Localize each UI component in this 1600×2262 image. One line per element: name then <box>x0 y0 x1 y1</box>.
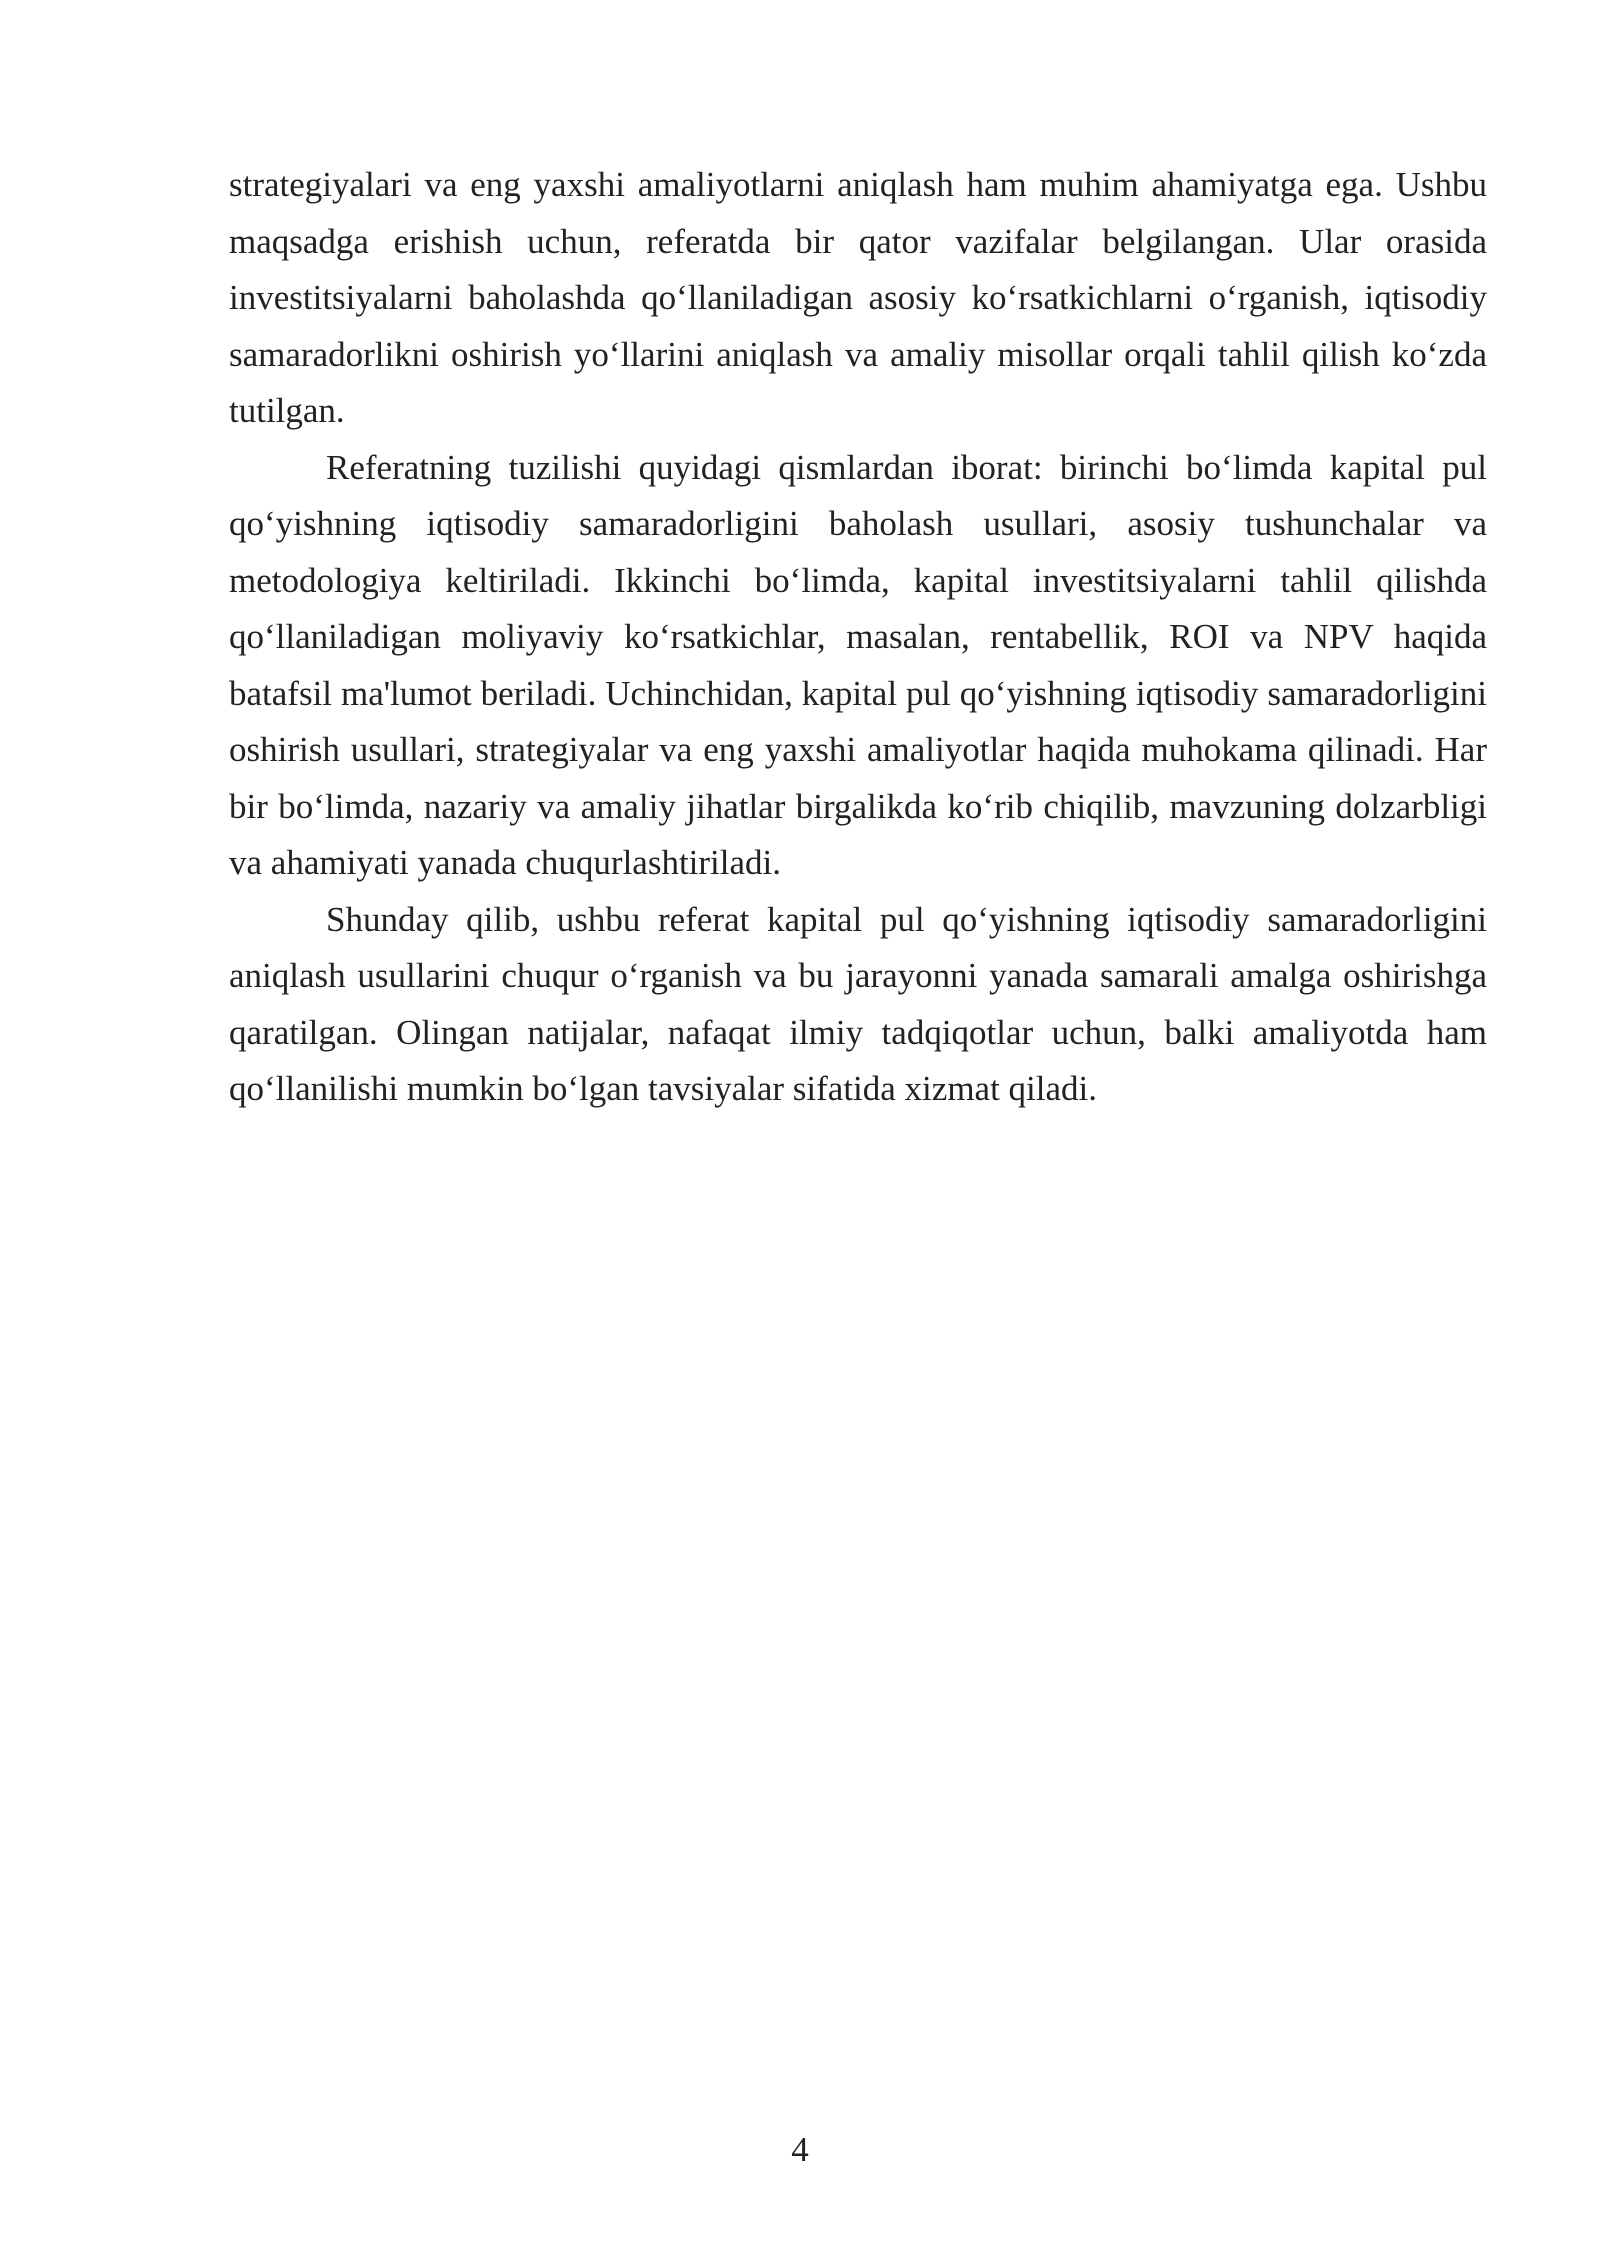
body-text <box>229 157 1487 1118</box>
paragraph-conclusion: Shunday qilib, ushbu referat kapital pul qo‘yishning iqtisodiy samaradorligini aniqlash usullarini chuqur o‘rganish va bu jarayonni yanada samarali amalga oshirishga qaratilgan. Olingan natijalar, nafaqat ilmiy tadqiqotlar uchun, balki amaliyotda ham qo‘llanilishi mumkin bo‘lgan tavsiyalar sifatida xizmat qiladi. <box>229 899 1487 1108</box>
paragraph-structure: Referatning tuzilishi quyidagi qismlardan iborat: birinchi bo‘limda kapital pul qo‘yishning iqtisodiy samaradorligini baholash usullari, asosiy tushunchalar va metodologiya keltiriladi. Ikkinchi bo‘limda, kapital investitsiyalarni tahlil qilishda qo‘llaniladigan moliyaviy ko‘rsatkichlar, masalan, rentabellik, ROI va NPV haqida batafsil ma'lumot beriladi. Uchinchidan, kapital pul qo‘yishning iqtisodiy samaradorligini oshirish usullari, strategiyalar va eng yaxshi amaliyotlar haqida muhokama qilinadi. Har bir bo‘limda, nazariy va amaliy jihatlar birgalikda ko‘rib chiqilib, mavzuning dolzarbligi va ahamiyati yanada chuqurlashtiriladi. <box>229 447 1487 882</box>
paragraph-continuation: strategiyalari va eng yaxshi amaliyotlarni aniqlash ham muhim ahamiyatga ega. Ushbu maqsadga erishish uchun, referatda bir qator vazifalar belgilangan. Ular orasida investitsiyalarni baholashda qo‘llaniladigan asosiy ko‘rsatkichlarni o‘rganish, iqtisodiy samaradorlikni oshirish yo‘llarini aniqlash va amaliy misollar orqali tahlil qilish ko‘zda tutilgan. <box>229 165 1487 430</box>
page-number: 4 <box>791 2130 809 2169</box>
